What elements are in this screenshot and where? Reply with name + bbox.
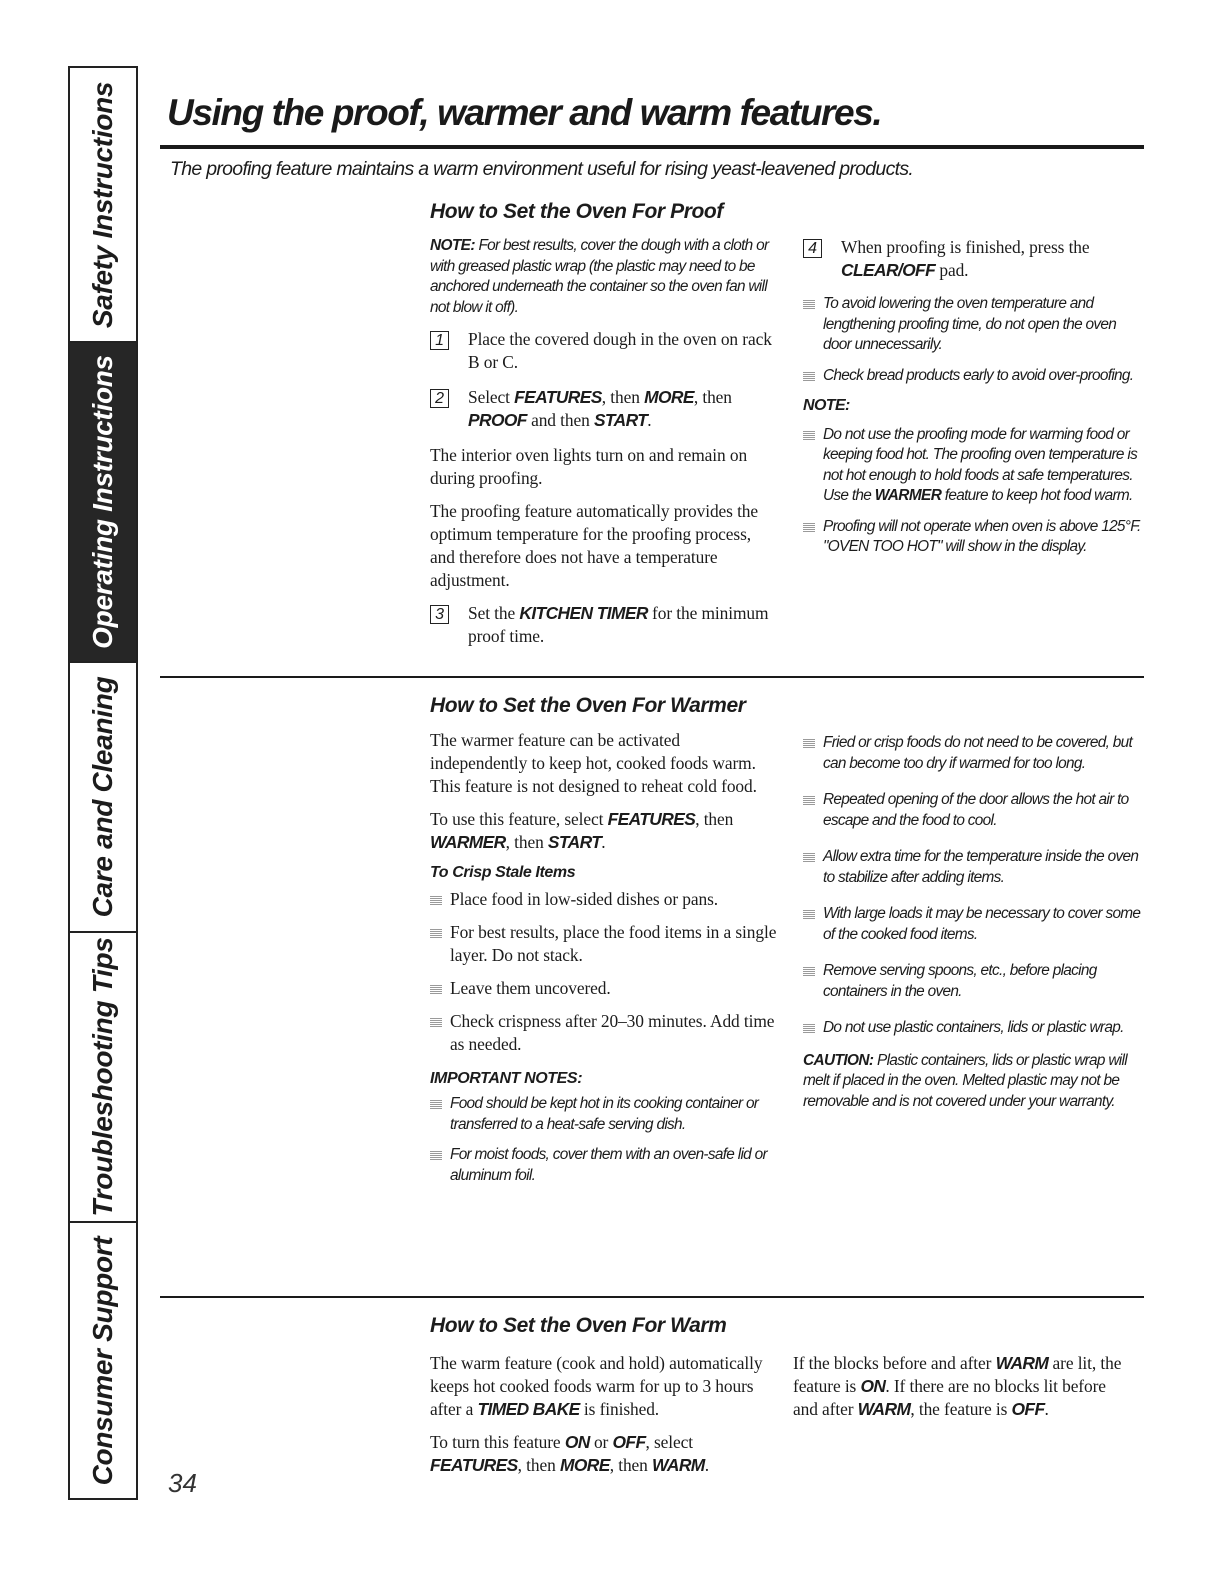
page-number: 34 — [168, 1468, 197, 1498]
step-number: 4 — [803, 239, 822, 258]
bullet-icon — [803, 795, 815, 805]
proof-heading: How to Set the Oven For Proof — [430, 200, 723, 223]
text-part: . — [704, 1455, 709, 1475]
item-text: Do not use plastic containers, lids or plastic wrap. — [823, 1019, 1124, 1036]
tip-text: To avoid lowering the oven temperature and lengthening proofing time, do not open the oven door unnecessarily. — [823, 295, 1117, 353]
bullet-icon — [803, 430, 815, 440]
step-number: 2 — [430, 389, 449, 408]
proof-step-4 — [803, 236, 1143, 282]
warmer-left-column — [430, 729, 780, 1196]
crisp-item — [430, 888, 780, 911]
text-part: , then — [609, 1455, 653, 1475]
tip-text: Check bread products early to avoid over-proofing. — [823, 366, 1134, 384]
text-part: . — [601, 832, 606, 852]
warm-left-column — [430, 1352, 780, 1487]
bullet-icon — [430, 1017, 442, 1027]
bullet-icon — [430, 1150, 442, 1160]
caution-text — [803, 1051, 1143, 1113]
bullet-icon — [803, 852, 815, 862]
note-text: feature to keep hot food warm. — [941, 487, 1133, 504]
tab-label: Safety Instructions — [87, 81, 118, 328]
proof-note2-item — [803, 517, 1143, 558]
key-on: ON — [564, 1432, 590, 1452]
proof-tip — [803, 294, 1143, 356]
key-more: MORE — [644, 387, 694, 407]
warm-status-text — [793, 1352, 1133, 1421]
warmer-tip — [803, 790, 1143, 831]
important-note-item — [430, 1094, 780, 1135]
key-kitchen-timer: KITCHEN TIMER — [519, 603, 648, 623]
caution-body: Plastic containers, lids or plastic wrap will melt if placed in the oven. Melted plastic may not be removable and is not covered under your warranty. — [803, 1051, 1127, 1110]
key-features: FEATURES — [430, 1455, 518, 1475]
note-text: Do not use the proofing mode for warming food or keeping food hot. The proofing oven temperature is not hot enough to hold foods at safe temperatures. Use the — [823, 425, 1138, 504]
warm-toggle-text — [430, 1431, 780, 1477]
step-text — [468, 328, 780, 374]
tab-label: Operating Instructions — [87, 355, 118, 649]
bullet-icon — [803, 299, 815, 309]
tab-label: Care and Cleaning — [87, 676, 118, 918]
crisp-item — [430, 1010, 780, 1056]
bullet-icon — [430, 928, 442, 938]
bullet-icon — [803, 1023, 815, 1033]
text-part: The warm feature (cook and hold) automatically keeps hot cooked foods warm for up to 3 hours after a — [430, 1353, 763, 1419]
text-part: If the blocks before and after — [793, 1353, 996, 1373]
warmer-tip — [803, 904, 1143, 945]
warm-intro-text — [430, 1352, 780, 1421]
step-text-part: , then — [601, 387, 645, 407]
warmer-use-text — [430, 808, 780, 854]
key-on: ON — [860, 1376, 886, 1396]
key-warm: WARM — [652, 1455, 705, 1475]
proof-left-column — [430, 236, 780, 660]
key-proof: PROOF — [468, 410, 527, 430]
item-text: With large loads it may be necessary to cover some of the cooked food items. — [823, 905, 1141, 943]
important-notes-heading: IMPORTANT NOTES: — [430, 1070, 583, 1087]
important-note-item — [430, 1145, 780, 1186]
warm-heading: How to Set the Oven For Warm — [430, 1314, 727, 1337]
key-warm: WARM — [995, 1353, 1049, 1373]
section-divider — [160, 676, 1144, 678]
bullet-icon — [803, 371, 815, 381]
warmer-intro-text: The warmer feature can be activated independently to keep hot, cooked foods warm. This feature is not designed to reheat cold food. — [430, 730, 757, 796]
proof-step-2 — [430, 386, 780, 432]
bullet-icon — [803, 738, 815, 748]
item-text: Check crispness after 20–30 minutes. Add time as needed. — [450, 1011, 775, 1054]
warm-right-column — [793, 1352, 1133, 1431]
proof-note — [430, 236, 780, 318]
key-start: START — [547, 832, 602, 852]
step-text-part: Place the covered dough in the oven on rack B or C. — [468, 329, 772, 372]
proof-lights-text: The interior oven lights turn on and remain on during proofing. — [430, 445, 748, 488]
text-part: , then — [695, 809, 734, 829]
crisp-heading: To Crisp Stale Items — [430, 864, 576, 881]
key-warmer: WARMER — [874, 487, 942, 504]
text-part: , select — [645, 1432, 693, 1452]
step-text — [841, 236, 1143, 282]
warmer-tip — [803, 1018, 1143, 1039]
step-text — [468, 386, 780, 432]
caution-label: CAUTION: — [803, 1051, 874, 1069]
section-tab-nav — [68, 66, 138, 1500]
bullet-icon — [430, 984, 442, 994]
key-features: FEATURES — [607, 809, 696, 829]
step-text-part: Select — [468, 387, 515, 407]
text-part: are lit, the feature is — [793, 1353, 1122, 1396]
title-rule — [160, 145, 1144, 149]
item-text: Place food in low-sided dishes or pans. — [450, 889, 719, 909]
item-text: Fried or crisp foods do not need to be covered, but can become too dry if warmed for too long. — [823, 734, 1133, 772]
intro-text: The proofing feature maintains a warm environment useful for rising yeast-leavened products. — [170, 158, 914, 180]
note-text: For best results, cover the dough with a cloth or with greased plastic wrap (the plastic may need to be anchored underneath the container so the oven fan will not blow it off). — [430, 237, 769, 316]
key-timed-bake: TIMED BAKE — [477, 1399, 580, 1419]
item-text: For best results, place the food items in a single layer. Do not stack. — [450, 922, 777, 965]
text-part: or — [589, 1432, 613, 1452]
warmer-tip — [803, 733, 1143, 774]
proof-right-column — [803, 236, 1143, 568]
step-text-part: pad. — [935, 260, 969, 280]
section-divider — [160, 1296, 1144, 1298]
page-title: Using the proof, warmer and warm features. — [167, 92, 882, 133]
item-text: Food should be kept hot in its cooking container or transferred to a heat-safe serving dish. — [450, 1095, 759, 1133]
tab-consumer-support[interactable] — [70, 1223, 136, 1498]
step-text — [468, 602, 780, 648]
text-part: To turn this feature — [430, 1432, 565, 1452]
step-text-part: , then — [693, 387, 732, 407]
key-off: OFF — [612, 1432, 646, 1452]
key-more: MORE — [559, 1455, 610, 1475]
key-features: FEATURES — [514, 387, 602, 407]
step-text-part: When proofing is finished, press the — [841, 237, 1090, 257]
item-text: Remove serving spoons, etc., before placing containers in the oven. — [823, 962, 1097, 1000]
item-text: Allow extra time for the temperature inside the oven to stabilize after adding items. — [823, 848, 1139, 886]
tab-safety-instructions[interactable] — [70, 68, 136, 343]
proof-auto-temp-text: The proofing feature automatically provides the optimum temperature for the proofing process, and therefore does not have a temperature adjustment. — [430, 501, 759, 590]
step-text-part: Set the — [468, 603, 520, 623]
step-number: 1 — [430, 331, 449, 350]
proof-step-1 — [430, 328, 780, 374]
tab-label: Consumer Support — [87, 1236, 118, 1485]
bullet-icon — [803, 909, 815, 919]
key-start: START — [593, 410, 648, 430]
warmer-tip — [803, 961, 1143, 1002]
tab-troubleshooting-tips[interactable] — [70, 933, 136, 1223]
warmer-right-column — [803, 733, 1143, 1122]
text-part: , then — [517, 1455, 560, 1475]
key-off: OFF — [1011, 1399, 1045, 1419]
crisp-item — [430, 921, 780, 967]
note-label: NOTE: — [430, 237, 475, 254]
crisp-item — [430, 977, 780, 1000]
note-text: Proofing will not operate when oven is above 125°F. "OVEN TOO HOT" will show in the display. — [823, 517, 1141, 555]
warmer-heading: How to Set the Oven For Warmer — [430, 694, 746, 717]
bullet-icon — [803, 966, 815, 976]
text-part: , the feature is — [910, 1399, 1012, 1419]
step-text-part: . — [647, 410, 652, 430]
item-text: Repeated opening of the door allows the hot air to escape and the food to cool. — [823, 791, 1129, 829]
proof-note2-label: NOTE: — [803, 397, 850, 414]
bullet-icon — [430, 1099, 442, 1109]
proof-tip — [803, 366, 1143, 387]
text-part: . If there are no blocks lit before and after — [793, 1376, 1106, 1419]
text-part: . — [1044, 1399, 1049, 1419]
key-warm: WARM — [857, 1399, 911, 1419]
bullet-icon — [430, 895, 442, 905]
bullet-icon — [803, 522, 815, 532]
item-text: For moist foods, cover them with an oven-safe lid or aluminum foil. — [450, 1146, 767, 1184]
text-part: is finished. — [579, 1399, 660, 1419]
text-part: , then — [505, 832, 548, 852]
key-clear-off: CLEAR/OFF — [841, 260, 936, 280]
step-number: 3 — [430, 605, 449, 624]
tab-operating-instructions[interactable] — [70, 343, 136, 663]
key-warmer: WARMER — [430, 832, 506, 852]
proof-step-3 — [430, 602, 780, 648]
warmer-tip — [803, 847, 1143, 888]
step-text-part: and then — [526, 410, 594, 430]
item-text: Leave them uncovered. — [450, 978, 611, 998]
tab-label: Troubleshooting Tips — [87, 937, 118, 1217]
tab-care-and-cleaning[interactable] — [70, 663, 136, 933]
step-text-part: for the minimum proof time. — [468, 603, 769, 646]
text-part: To use this feature, select — [430, 809, 608, 829]
proof-note2-item — [803, 425, 1143, 507]
